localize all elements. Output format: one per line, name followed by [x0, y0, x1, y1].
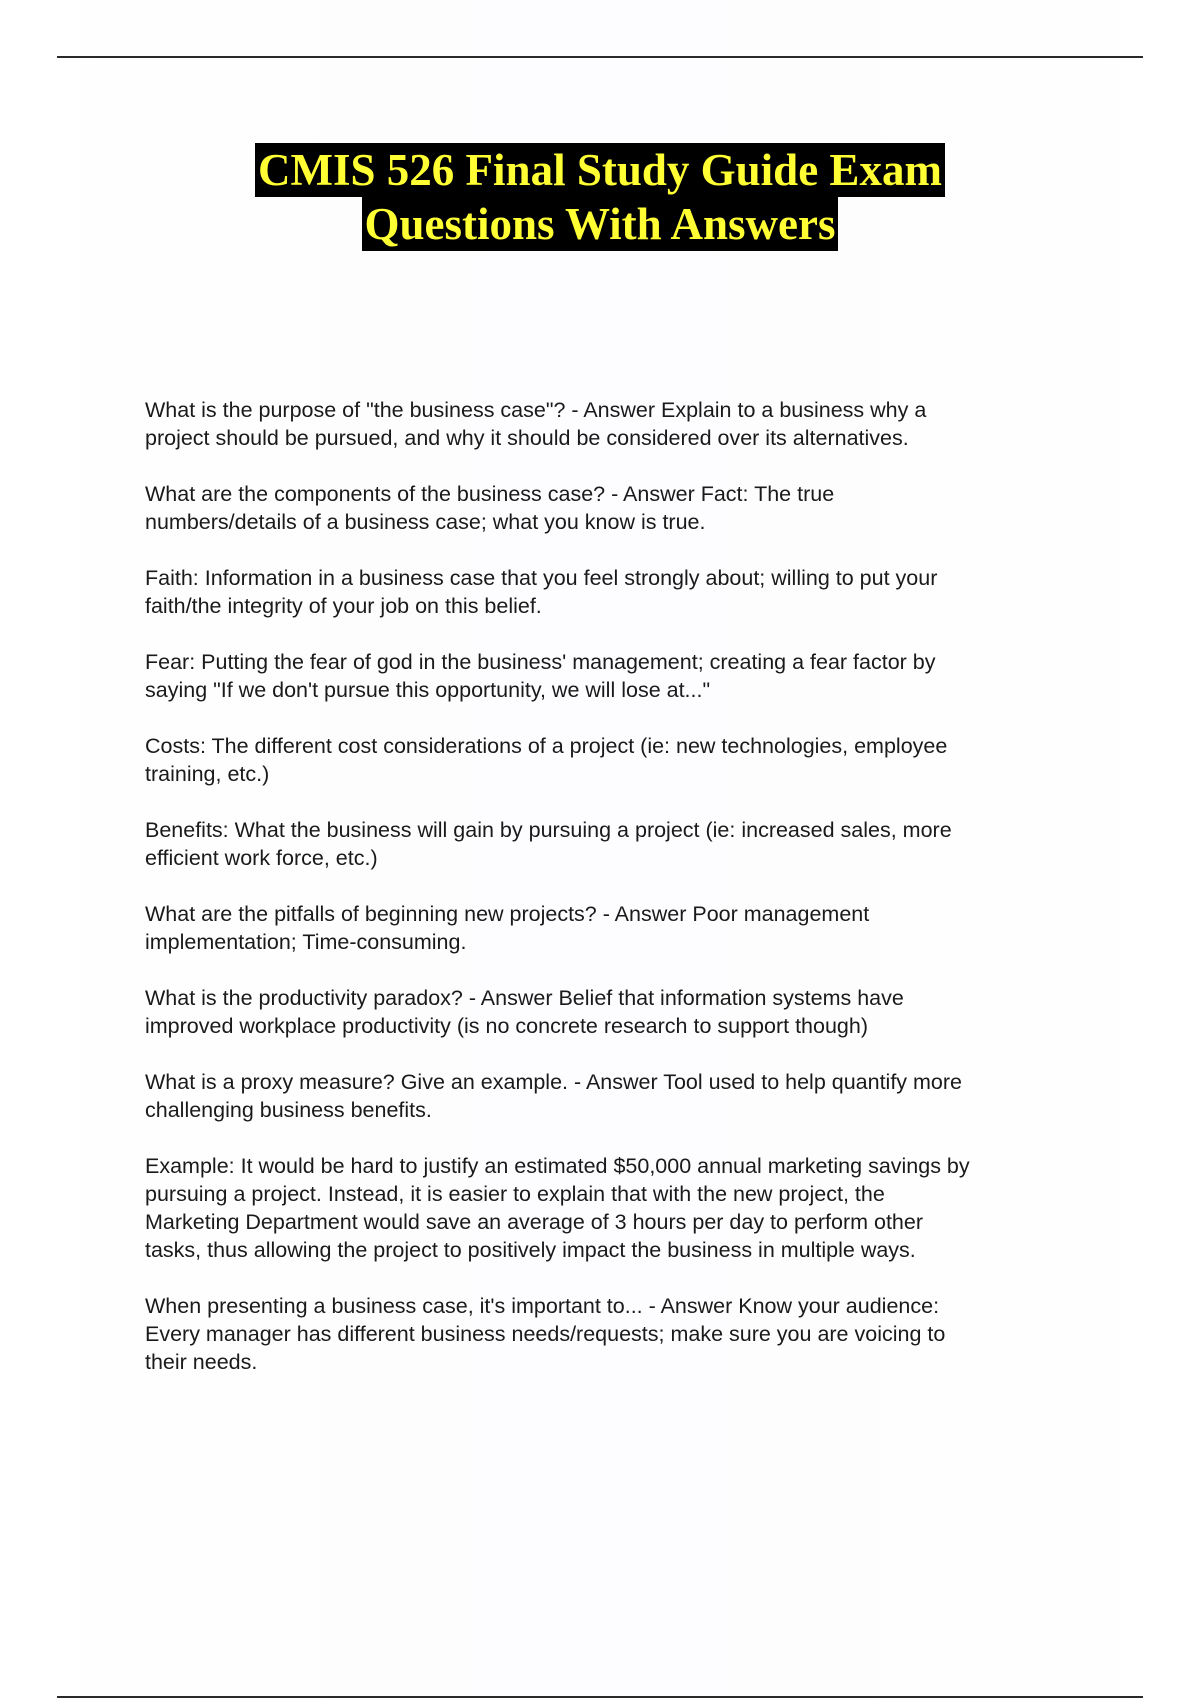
paragraph-costs: Costs: The different cost considerations of a project (ie: new technologies, employee training, etc.) — [145, 734, 948, 786]
paragraph-business-case-components: What are the components of the business case? - Answer Fact: The true numbers/details of a business case; what you know is true. — [145, 482, 835, 534]
paragraph-presenting-business-case: When presenting a business case, it's important to... - Answer Know your audience: Every manager has different business needs/requests; make sure you are voicing to their needs. — [145, 1294, 946, 1374]
paragraph-proxy-measure: What is a proxy measure? Give an example. - Answer Tool used to help quantify more challenging business benefits. — [145, 1070, 963, 1122]
document-body — [145, 396, 1085, 1404]
paragraph-fear: Fear: Putting the fear of god in the business' management; creating a fear factor by saying "If we don't pursue this opportunity, we will lose at..." — [145, 650, 936, 702]
paragraph-faith: Faith: Information in a business case that you feel strongly about; willing to put your faith/the integrity of your job on this belief. — [145, 566, 938, 618]
paragraph-business-case-purpose: What is the purpose of "the business case"? - Answer Explain to a business why a project should be pursued, and why it should be considered over its alternatives. — [145, 398, 927, 450]
paragraph-example: Example: It would be hard to justify an estimated $50,000 annual marketing savings by pursuing a project. Instead, it is easier to explain that with the new project, the Marketing Department would save an average of 3 hours per day to perform other tasks, thus allowing the project to positively impact the business in multiple ways. — [145, 1154, 970, 1262]
paragraph-productivity-paradox: What is the productivity paradox? - Answer Belief that information systems have improved workplace productivity (is no concrete research to support though) — [145, 986, 904, 1038]
paragraph-pitfalls: What are the pitfalls of beginning new projects? - Answer Poor management implementation; Time-consuming. — [145, 902, 870, 954]
title-line-2: Questions With Answers — [362, 197, 839, 251]
header-rule — [57, 56, 1143, 58]
paragraph-benefits: Benefits: What the business will gain by pursuing a project (ie: increased sales, more efficient work force, etc.) — [145, 818, 952, 870]
footer-rule — [57, 1696, 1143, 1698]
document-title — [0, 143, 1200, 251]
title-line-1: CMIS 526 Final Study Guide Exam — [255, 143, 945, 197]
